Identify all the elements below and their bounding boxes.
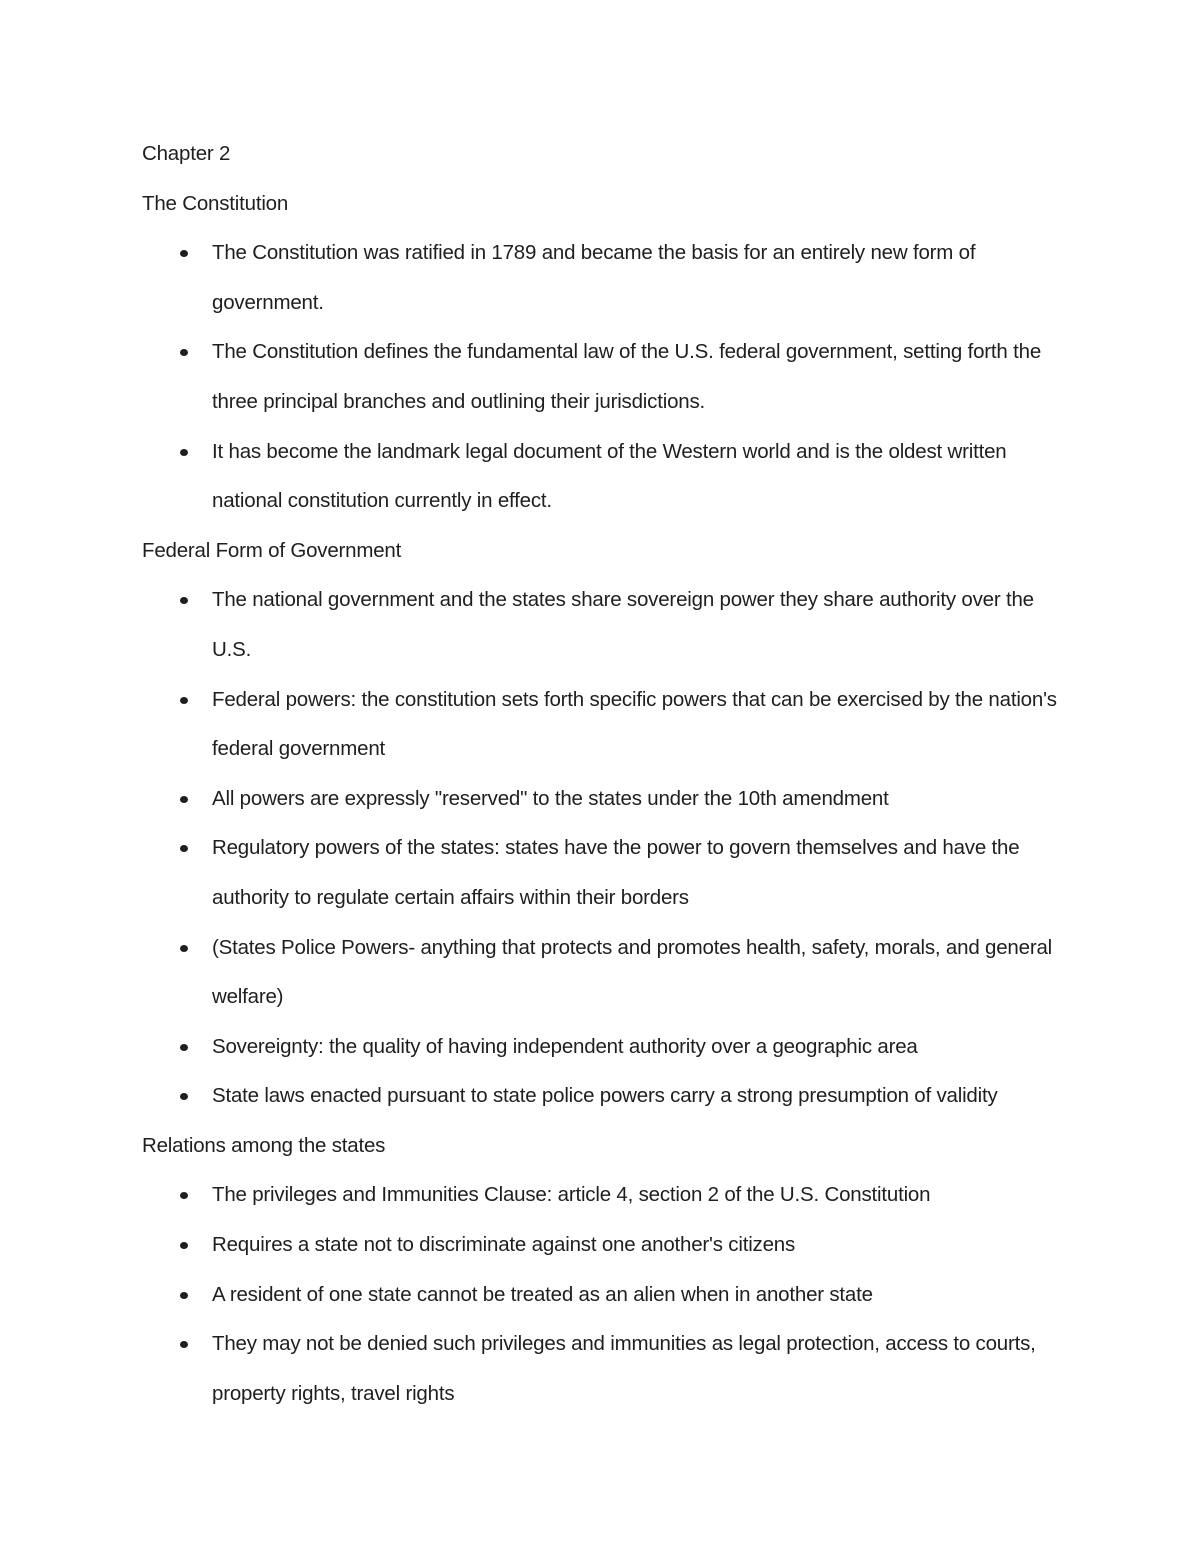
list-item bbox=[142, 427, 1060, 526]
bullet-icon bbox=[180, 1192, 188, 1199]
list-item-text: The Constitution defines the fundamental law of the U.S. federal government, setting forth the three principal branches and outlining their jurisdictions. bbox=[212, 340, 1042, 413]
bullet-icon bbox=[180, 449, 188, 456]
bullet-icon bbox=[180, 1242, 188, 1249]
bullet-icon bbox=[180, 796, 188, 803]
section-heading-federal-form: Federal Form of Government bbox=[142, 538, 402, 562]
list-item-text: The Constitution was ratified in 1789 and became the basis for an entirely new form of government. bbox=[212, 241, 976, 314]
list-item-text: Federal powers: the constitution sets forth specific powers that can be exercised by the nation's federal government bbox=[212, 687, 1057, 761]
list-item bbox=[142, 1022, 1060, 1072]
section-heading-relations-among-states: Relations among the states bbox=[142, 1133, 386, 1157]
bullet-list-the-constitution bbox=[142, 228, 1082, 526]
list-item-text: Sovereignty: the quality of having independent authority over a geographic area bbox=[212, 1034, 918, 1058]
bullet-icon bbox=[180, 250, 188, 257]
list-item bbox=[142, 1319, 1060, 1418]
bullet-icon bbox=[180, 845, 188, 852]
bullet-icon bbox=[180, 597, 188, 604]
list-item bbox=[142, 923, 1060, 1022]
list-item-text: The privileges and Immunities Clause: article 4, section 2 of the U.S. Constitution bbox=[212, 1183, 931, 1207]
bullet-icon bbox=[180, 697, 188, 704]
list-item bbox=[142, 1071, 1072, 1121]
list-item bbox=[142, 228, 1060, 327]
list-item-text: All powers are expressly "reserved" to the states under the 10th amendment bbox=[212, 786, 889, 810]
list-item-text: It has become the landmark legal document of the Western world and is the oldest written national constitution currently in effect. bbox=[212, 439, 1007, 513]
list-item bbox=[142, 575, 1060, 674]
list-item-text: They may not be denied such privileges and immunities as legal protection, access to courts, property rights, travel rights bbox=[212, 1332, 1036, 1405]
list-item bbox=[142, 823, 1060, 922]
list-item-text: A resident of one state cannot be treated as an alien when in another state bbox=[212, 1282, 873, 1306]
chapter-title: Chapter 2 bbox=[142, 142, 231, 165]
bullet-icon bbox=[180, 1292, 188, 1299]
list-item-text: State laws enacted pursuant to state police powers carry a strong presumption of validity bbox=[212, 1084, 998, 1108]
list-item-text: Requires a state not to discriminate against one another's citizens bbox=[212, 1233, 796, 1257]
list-item-text: The national government and the states share sovereign power they share authority over the U.S. bbox=[212, 588, 1034, 661]
list-item bbox=[142, 675, 1060, 774]
bullet-list-federal-form bbox=[142, 575, 1082, 1121]
list-item bbox=[142, 1220, 1060, 1270]
section-heading-the-constitution: The Constitution bbox=[142, 191, 289, 215]
list-item bbox=[142, 774, 1060, 824]
list-item bbox=[142, 1270, 1060, 1320]
document-body bbox=[142, 129, 1082, 1418]
list-item bbox=[142, 327, 1060, 426]
list-item bbox=[142, 1170, 1060, 1220]
list-item-text: (States Police Powers- anything that protects and promotes health, safety, morals, and general welfare) bbox=[212, 935, 1052, 1009]
list-item-text: Regulatory powers of the states: states have the power to govern themselves and have the authority to regulate certain affairs within their borders bbox=[212, 836, 1020, 909]
bullet-list-relations-among-states bbox=[142, 1170, 1082, 1418]
bullet-icon bbox=[180, 945, 188, 952]
bullet-icon bbox=[180, 1093, 188, 1100]
bullet-icon bbox=[180, 1341, 188, 1348]
bullet-icon bbox=[180, 1044, 188, 1051]
bullet-icon bbox=[180, 349, 188, 356]
